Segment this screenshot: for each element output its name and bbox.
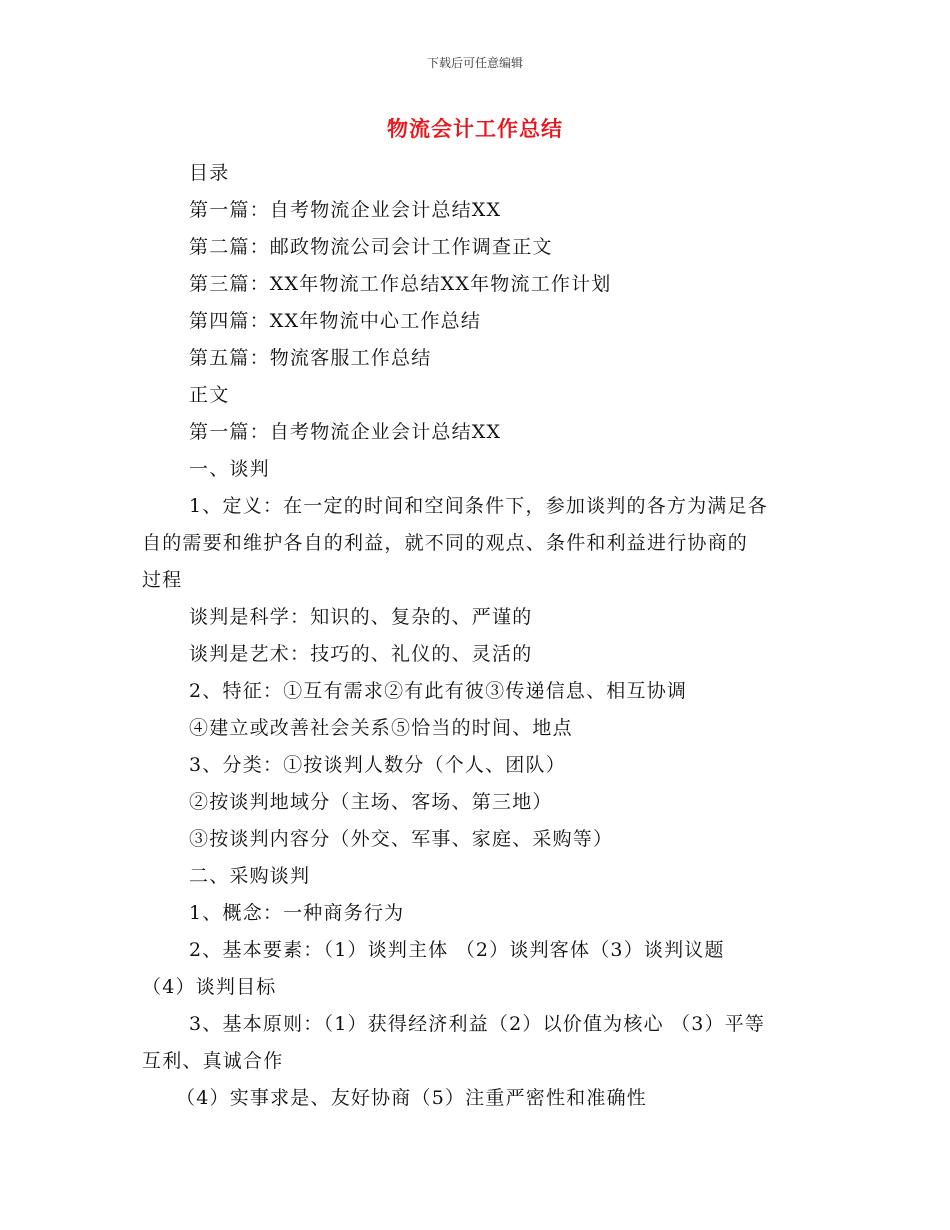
science-line: 谈判是科学：知识的、复杂的、严谨的	[189, 606, 533, 628]
toc-item-5: 第五篇：物流客服工作总结	[189, 347, 432, 369]
chapter-1-title: 第一篇：自考物流企业会计总结XX	[189, 421, 502, 443]
header-note: 下载后可任意编辑	[426, 56, 523, 70]
art-line: 谈判是艺术：技巧的、礼仪的、灵活的	[189, 643, 533, 665]
principles-line-1: 3、基本原则：（1）获得经济利益（2）以价值为核心 （3）平等	[189, 1013, 766, 1035]
toc-label: 目录	[189, 162, 230, 184]
definition-line-3: 过程	[142, 569, 183, 591]
features-line-2: ④建立或改善社会关系⑤恰当的时间、地点	[189, 717, 573, 739]
classification-line-3: ③按谈判内容分（外交、军事、家庭、采购等）	[189, 828, 614, 850]
toc-item-2: 第二篇：邮政物流公司会计工作调查正文	[189, 236, 553, 258]
toc-item-4: 第四篇：XX年物流中心工作总结	[189, 310, 482, 332]
section-2-heading: 二、采购谈判	[189, 865, 311, 887]
principles-line-2: 互利、真诚合作	[142, 1050, 284, 1072]
features-line-1: 2、特征：①互有需求②有此有彼③传递信息、相互协调	[189, 680, 688, 702]
body-label: 正文	[189, 384, 230, 406]
toc-item-3: 第三篇：XX年物流工作总结XX年物流工作计划	[189, 273, 612, 295]
elements-line-2: （4）谈判目标	[142, 976, 277, 998]
principles-line-3: （4）实事求是、友好协商（5）注重严密性和准确性	[176, 1087, 647, 1109]
section-1-heading: 一、谈判	[189, 458, 270, 480]
elements-line-1: 2、基本要素：（1）谈判主体 （2）谈判客体（3）谈判议题	[189, 939, 725, 961]
concept-line: 1、概念：一种商务行为	[189, 902, 405, 924]
toc-item-1: 第一篇：自考物流企业会计总结XX	[189, 199, 502, 221]
classification-line-2: ②按谈判地域分（主场、客场、第三地）	[189, 791, 553, 813]
definition-line-1: 1、定义：在一定的时间和空间条件下，参加谈判的各方为满足各	[189, 495, 768, 517]
document-body	[142, 155, 812, 1117]
document-title: 物流会计工作总结	[387, 117, 563, 141]
classification-line-1: 3、分类：①按谈判人数分（个人、团队）	[189, 754, 566, 776]
definition-line-2: 自的需要和维护各自的利益，就不同的观点、条件和利益进行协商的	[142, 532, 749, 554]
